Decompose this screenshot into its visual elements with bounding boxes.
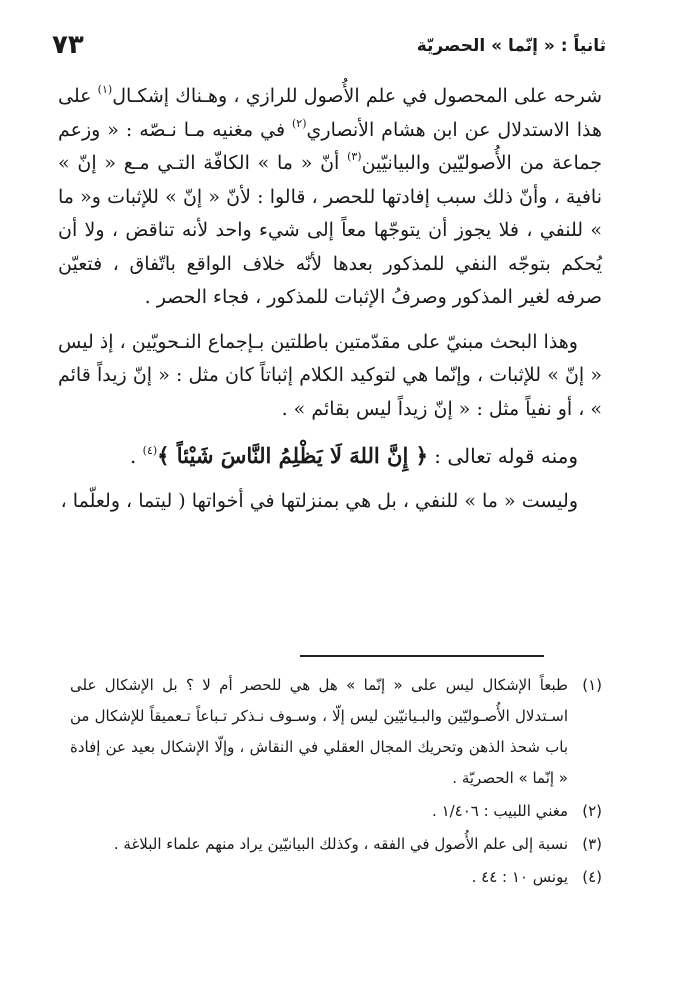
text-line: في مغنيه مـا نـصّه : bbox=[125, 118, 286, 141]
footnote-divider bbox=[300, 655, 544, 657]
quran-verse: ﴿ إِنَّ اللهَ لَا يَظْلِمُ النَّاسَ شَيْئاً ﴾ bbox=[157, 443, 428, 468]
page-number: ٧٣ bbox=[52, 30, 84, 60]
quotation-text: أنّ « ما » الكافّة التـي مـع « إنّ » نافية ، وأنّ ذلك سبب إفادتها للحصر ، قالوا : لأنّ « إنّ » للإثبات و« ما » للنفي ، فلا يجوز أن يتوجّها معاً إلى شيء واحد لأنه تناقض ، ولا أن يُحكم بتوجّه النفي للمذكور بعدها لأنّه خلاف الواقع باتّفاق ، فتعيّن صرفه لغير المذكور وصرفُ الإثبات للمذكور ، فجاء الحصر . bbox=[58, 152, 602, 308]
text-line: على هذا الاستدلال عن ابن هشام الأنصاري bbox=[58, 85, 602, 141]
verse-intro: ومنه قوله تعالى : bbox=[434, 444, 578, 468]
page-header bbox=[52, 30, 606, 64]
footnote-ref-1: (١) bbox=[97, 83, 113, 96]
footnote bbox=[70, 796, 602, 827]
footnote-ref-4: (٤) bbox=[142, 444, 158, 457]
footnote-text: طبعاً الإشكال ليس على « إنّما » هل هي للحصر أم لا ؟ بل الإشكال على اسـتدلال الأُصـوليّين والبـيانيّين ليس إلّا ، وسـوف نـذكر تـباعاً تـعميقاً للإشكال من باب شحذ الذهن وتحريك المجال العقلي في النقاش ، وإلّا الإشكال بعيد عن إفادة « إنّما » الحصريّة . bbox=[70, 676, 568, 787]
footnote bbox=[70, 829, 602, 860]
footnote-text: نسبة إلى علم الأُصول في الفقه ، وكذلك البيانيّين يراد منهم علماء البلاغة . bbox=[113, 835, 568, 853]
paragraph-verse: ومنه قوله تعالى : ﴿ إِنَّ اللهَ لَا يَظْلِمُ النَّاسَ شَيْئاً ﴾$^{(٤)}$ . bbox=[129, 443, 578, 468]
paragraph-3: وليست « ما » للنفي ، بل هي بمنزلتها في أخواتها ( ليتما ، ولعلّما ، bbox=[60, 489, 578, 512]
footnote-number: (٣) bbox=[582, 835, 602, 853]
text-line: شرحه على المحصول في علم الأُصول للرازي ، وهـناك إشكـال bbox=[112, 85, 602, 107]
footnote-number: (١) bbox=[582, 676, 602, 694]
main-text bbox=[58, 80, 602, 518]
running-title: ثانياً : « إنّما » الحصريّة bbox=[416, 36, 606, 56]
footnote-text: مغني اللبيب : ١/٤٠٦ . bbox=[432, 802, 568, 820]
footnote-ref-2: (٢) bbox=[292, 116, 307, 130]
footnotes bbox=[70, 670, 602, 895]
paragraph-2: وهذا البحث مبنيّ على مقدّمتين باطلتين بـإجماع النـحويّين ، إذ ليس « إنّ » للإثبات ، وإنّما هي لتوكيد الكلام إثباتاً كان مثل : « إنّ زيداً قائم » ، أو نفياً مثل : « إنّ زيداً ليس بقائم » . bbox=[58, 330, 602, 420]
footnote-number: (٢) bbox=[582, 802, 602, 820]
text-line: « وزعم جماعة من الأُصوليّين والبيانيّين bbox=[58, 118, 602, 174]
footnote-text: يونس ١٠ : ٤٤ . bbox=[471, 868, 568, 886]
footnote bbox=[70, 670, 602, 794]
paragraph-1 bbox=[58, 80, 602, 315]
footnote bbox=[70, 862, 602, 893]
footnote-number: (٤) bbox=[582, 868, 602, 886]
footnote-ref-3: (٣) bbox=[347, 150, 362, 163]
